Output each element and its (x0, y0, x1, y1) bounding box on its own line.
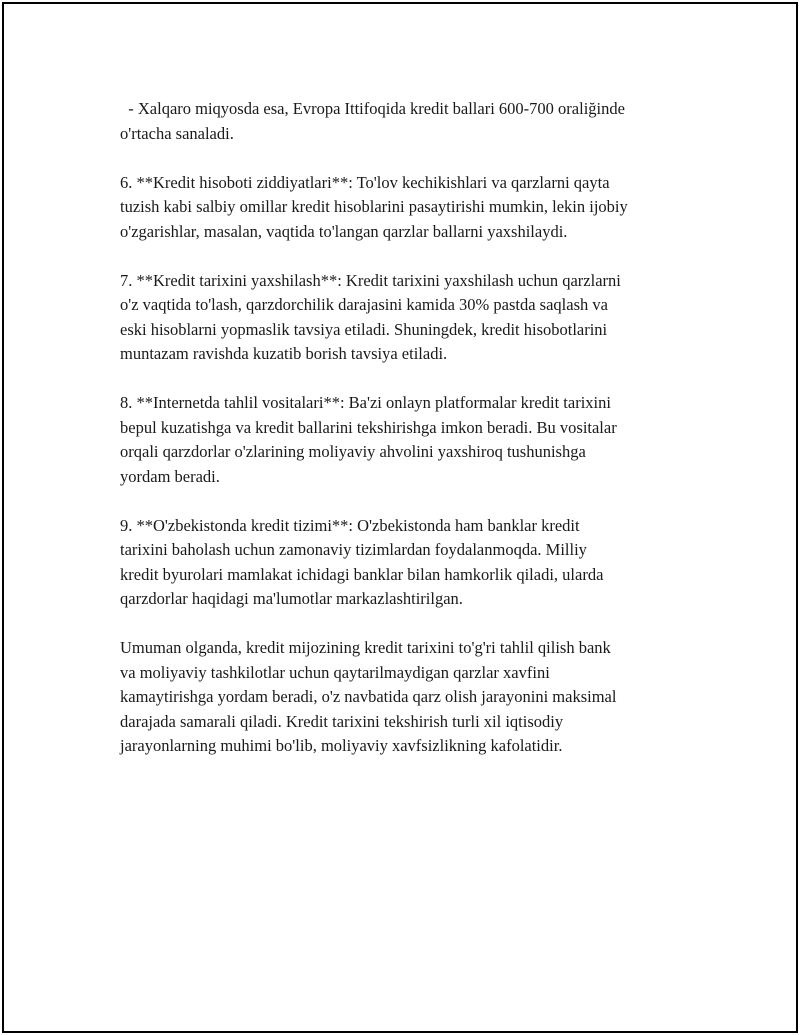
text-line: darajada samarali qiladi. Kredit tarixini tekshirish turli xil iqtisodiy (120, 711, 564, 731)
paragraph-item-7 (120, 269, 700, 367)
text-line: eski hisoblarni yopmaslik tavsiya etiladi. Shuningdek, kredit hisobotlarini (120, 319, 608, 339)
text-line: o'zgarishlar, masalan, vaqtida to'langan qarzlar ballarni yaxshilaydi. (120, 221, 568, 241)
text-line: muntazam ravishda kuzatib borish tavsiya etiladi. (120, 344, 448, 363)
paragraph-eu-note (120, 97, 700, 146)
text-line: 7. **Kredit tarixini yaxshilash**: Kredit tarixini yaxshilash uchun qarzlarni (120, 270, 621, 290)
text-line: o'z vaqtida to'lash, qarzdorchilik darajasini kamida 30% pastda saqlash va (120, 295, 608, 314)
text-line: kredit byurolari mamlakat ichidagi banklar bilan hamkorlik qiladi, ularda (120, 564, 604, 584)
paragraph-conclusion (120, 636, 700, 759)
text-line: jarayonlarning muhimi bo'lib, moliyaviy xavfsizlikning kafolatidir. (120, 736, 563, 755)
text-line: va moliyaviy tashkilotlar uchun qaytarilmaydigan qarzlar xavfini (120, 662, 550, 682)
text-line: kamaytirishga yordam beradi, o'z navbatida qarz olish jarayonini maksimal (120, 687, 617, 706)
paragraph-item-8 (120, 391, 700, 489)
document-body (120, 97, 700, 783)
paragraph-item-9 (120, 514, 700, 612)
text-line: qarzdorlar haqidagi ma'lumotlar markazlashtirilgan. (120, 589, 463, 608)
text-line: yordam beradi. (120, 466, 220, 486)
text-line: orqali qarzdorlar o'zlarining moliyaviy ahvolini yaxshiroq tushunishga (120, 442, 586, 461)
text-line: - Xalqaro miqyosda esa, Evropa Ittifoqida kredit ballari 600-700 oraliğinde (120, 99, 625, 118)
document-page (2, 2, 798, 1033)
text-line: o'rtacha sanaladi. (120, 123, 234, 143)
text-line: tarixini baholash uchun zamonaviy tizimlardan foydalanmoqda. Milliy (120, 540, 587, 559)
text-line: 6. **Kredit hisoboti ziddiyatlari**: To'lov kechikishlari va qarzlarni qayta (120, 172, 610, 192)
text-line: bepul kuzatishga va kredit ballarini tekshirishga imkon beradi. Bu vositalar (120, 417, 617, 437)
paragraph-item-6 (120, 171, 700, 245)
text-line: tuzish kabi salbiy omillar kredit hisoblarini pasaytirishi mumkin, lekin ijobiy (120, 197, 628, 216)
text-line: 9. **O'zbekistonda kredit tizimi**: O'zbekistonda ham banklar kredit (120, 515, 580, 535)
text-line: 8. **Internetda tahlil vositalari**: Ba'zi onlayn platformalar kredit tarixini (120, 393, 611, 412)
text-line: Umuman olganda, kredit mijozining kredit tarixini to'g'ri tahlil qilish bank (120, 638, 611, 657)
